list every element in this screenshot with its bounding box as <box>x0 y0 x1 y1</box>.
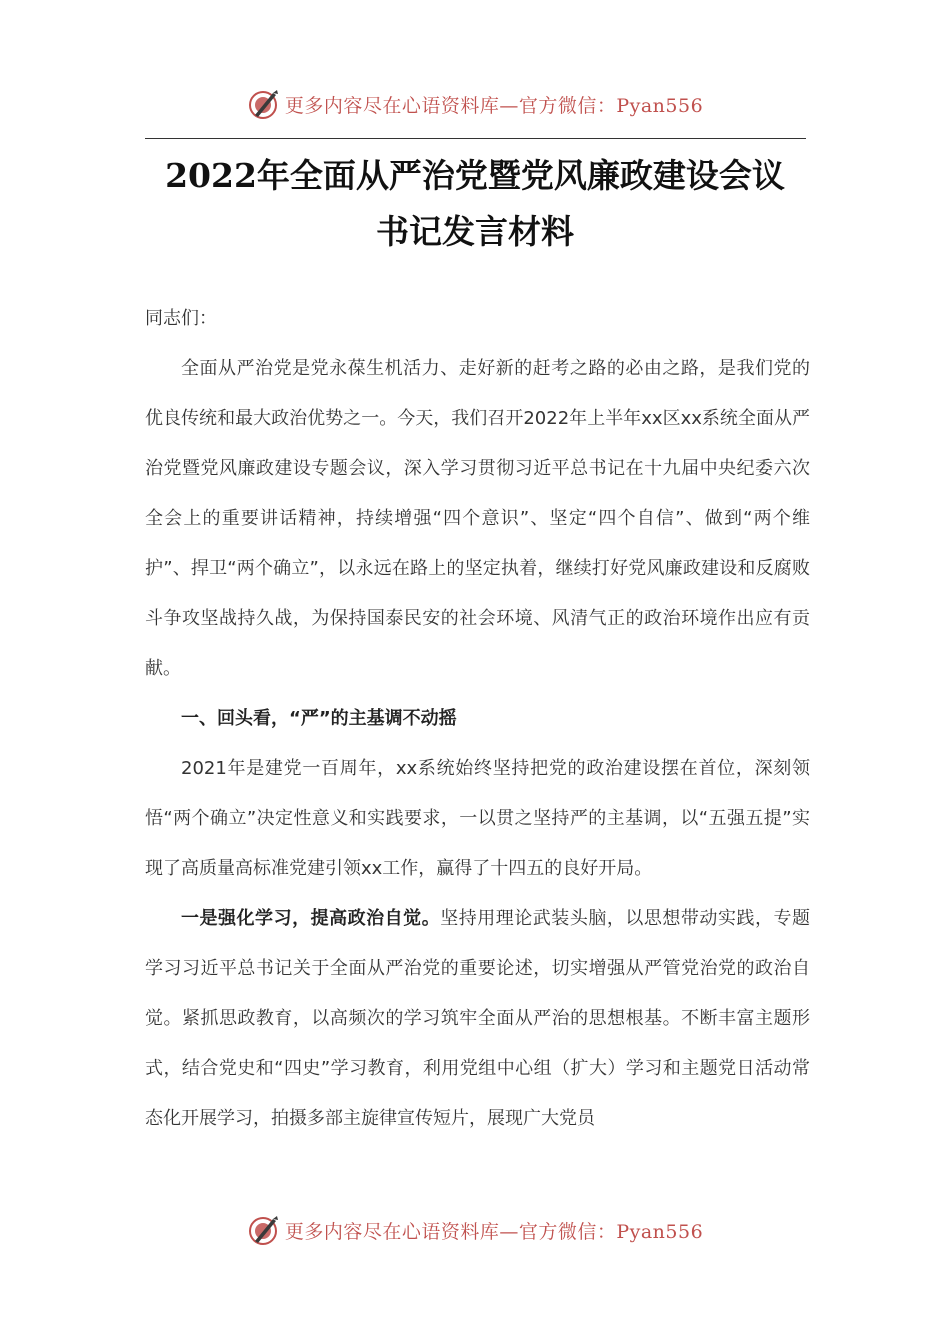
paragraph-study <box>145 894 810 1144</box>
paragraph-lead: 一是强化学习，提高政治自觉。 <box>181 908 441 929</box>
title-line-1: 2022年全面从严治党暨党风廉政建设会议 <box>165 156 785 195</box>
paragraph-review: 2021年是建党一百周年，xx系统始终坚持把党的政治建设摆在首位，深刻领悟“两个确立”决定性意义和实践要求，一以贯之坚持严的主基调，以“五强五提”实现了高质量高标准党建引领xx工作，赢得了十四五的良好开局。 <box>145 758 810 879</box>
paragraph-intro: 全面从严治党是党永葆生机活力、走好新的赶考之路的必由之路，是我们党的优良传统和最大政治优势之一。今天，我们召开2022年上半年xx区xx系统全面从严治党暨党风廉政建设专题会议，深入学习贯彻习近平总书记在十九届中央纪委六次全会上的重要讲话精神，持续增强“四个意识”、坚定“四个自信”、做到“两个维护”、捍卫“两个确立”，以永远在路上的坚定执着，继续打好党风廉政建设和反腐败斗争攻坚战持久战，为保持国泰民安的社会环境、风清气正的政治环境作出应有贡献。 <box>145 358 810 679</box>
header-divider <box>145 138 806 139</box>
salutation: 同志们： <box>145 308 217 329</box>
paragraph-study-text: 坚持用理论武装头脑，以思想带动实践，专题学习习近平总书记关于全面从严治党的重要论述，切实增强从严管党治党的政治自觉。紧抓思政教育，以高频次的学习筑牢全面从严治的思想根基。不断丰富主题形式，结合党史和“四史”学习教育，利用党组中心组（扩大）学习和主题党日活动常态化开展学习，拍摄多部主旋律宣传短片，展现广大党员 <box>145 908 811 1129</box>
document-body <box>145 294 810 1144</box>
banner-text: 更多内容尽在心语资料库—官方微信：Pyan556 <box>284 1220 704 1243</box>
footer-banner <box>0 1210 950 1250</box>
banner-text: 更多内容尽在心语资料库—官方微信：Pyan556 <box>284 94 704 117</box>
section-heading-1: 一、回头看，“严”的主基调不动摇 <box>181 708 457 729</box>
header-banner <box>0 84 950 124</box>
pen-logo-icon <box>247 1213 281 1247</box>
document-title <box>120 148 830 260</box>
title-line-2: 书记发言材料 <box>376 212 574 251</box>
pen-logo-icon <box>247 87 281 121</box>
